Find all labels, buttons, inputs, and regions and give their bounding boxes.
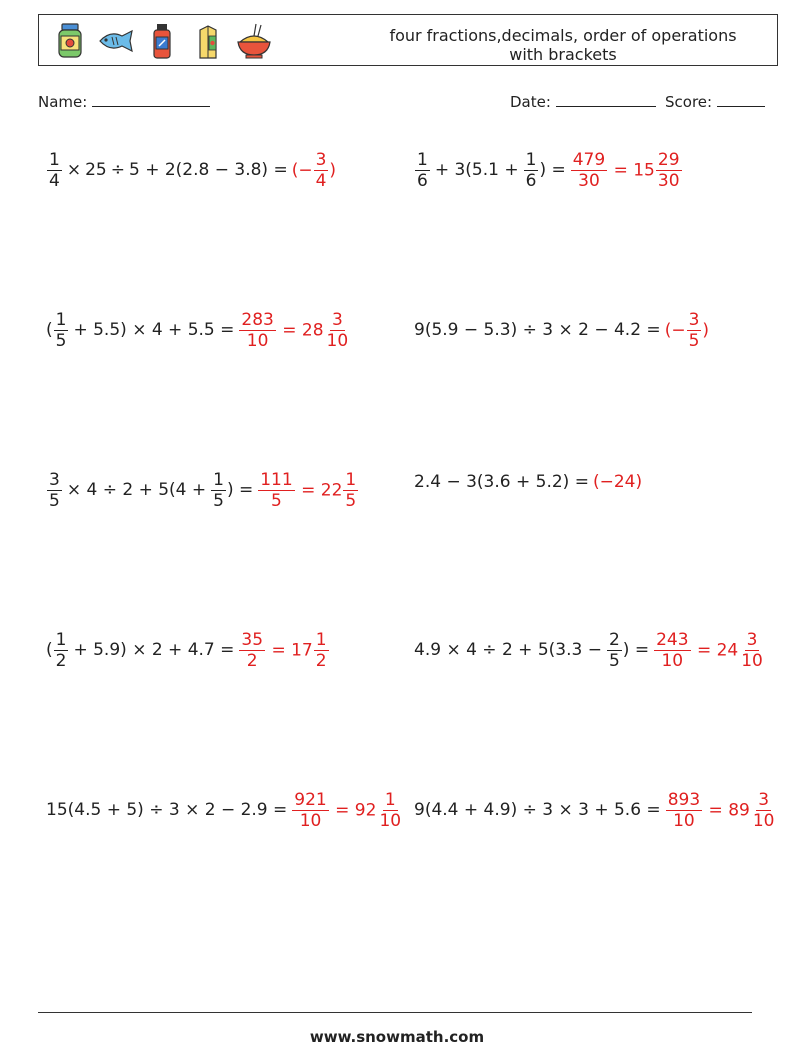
expr-part: + 5.9) × 2 + 4.7 = xyxy=(73,640,235,660)
fraction: $\frac{1}{5}$ xyxy=(213,469,224,511)
problem-5 xyxy=(46,460,359,520)
expr-part: ( xyxy=(46,320,53,340)
expr-part: + 5.5) × 4 + 5.5 = xyxy=(73,320,235,340)
problem-8 xyxy=(414,620,766,680)
name-label: Name: xyxy=(38,93,88,111)
expr-part: 9(4.4 + 4.9) ÷ 3 × 3 + 5.6 = xyxy=(414,800,661,820)
name-field xyxy=(38,93,210,111)
fraction: $\frac{2}{5}$ xyxy=(608,629,620,671)
name-blank[interactable] xyxy=(92,94,210,107)
worksheet-title xyxy=(363,26,763,64)
noodle-bowl-icon xyxy=(231,19,277,63)
problem-3 xyxy=(46,300,351,360)
fish-icon xyxy=(93,19,139,63)
score-label: Score: xyxy=(665,93,713,111)
fraction: $\frac{1}{4}$ xyxy=(49,149,60,191)
bottle-icon xyxy=(139,19,185,63)
header-icons xyxy=(47,19,277,63)
expr-part: × 4 ÷ 2 + 5(4 + xyxy=(66,480,207,500)
expr-part: 25 xyxy=(85,160,107,180)
answer: $\frac{479}{30}$ = 15 $\frac{29}{30}$ xyxy=(572,149,680,191)
problem-2 xyxy=(414,140,683,200)
expr-part: ) = xyxy=(539,160,566,180)
problem-9 xyxy=(46,780,404,840)
answer: $\frac{893}{10}$ = 89 $\frac{3}{10}$ xyxy=(667,789,775,831)
expr-part: + 3(5.1 + xyxy=(434,160,519,180)
answer: $\frac{243}{10}$ = 24 $\frac{3}{10}$ xyxy=(656,629,763,671)
expr-part: 5 + 2(2.8 − 3.8) = xyxy=(128,160,288,180)
title-line-2: with brackets xyxy=(509,45,617,64)
expr-part: 4.9 × 4 ÷ 2 + 5(3.3 − xyxy=(414,640,602,660)
problem-6 xyxy=(414,452,642,512)
expr-part: 15(4.5 + 5) ÷ 3 × 2 − 2.9 = xyxy=(46,800,288,820)
date-label: Date: xyxy=(510,93,551,111)
problem-4 xyxy=(414,300,709,360)
worksheet-header xyxy=(38,14,778,66)
title-line-1: four fractions,decimals, order of operations xyxy=(389,26,737,45)
fraction: $\frac{1}{2}$ xyxy=(55,629,67,671)
jar-icon xyxy=(47,19,93,63)
problem-7 xyxy=(46,620,330,680)
expr-part: 2.4 − 3(3.6 + 5.2) = xyxy=(414,472,589,492)
expr-part: ( xyxy=(46,640,53,660)
expr-part: ) = xyxy=(622,640,650,660)
footer-site-link[interactable]: www.snowmath.com xyxy=(309,1028,485,1046)
juice-box-icon xyxy=(185,19,231,63)
problem-1 xyxy=(46,140,336,200)
footer-divider xyxy=(38,1012,752,1013)
times-sign: × xyxy=(66,160,82,180)
expr-part: ) = xyxy=(226,480,254,500)
date-field xyxy=(510,93,656,111)
fraction: $\frac{3}{5}$ xyxy=(49,469,60,511)
answer: $\frac{921}{10}$ = 92 $\frac{1}{10}$ xyxy=(294,789,402,831)
date-blank[interactable] xyxy=(556,94,656,107)
fraction: $\frac{1}{6}$ xyxy=(417,149,428,191)
answer: $\frac{111}{5}$ = 22 $\frac{1}{5}$ xyxy=(260,469,357,511)
score-blank[interactable] xyxy=(717,94,765,107)
expr-part: 9(5.9 − 5.3) ÷ 3 × 2 − 4.2 = xyxy=(414,320,661,340)
answer: $\frac{283}{10}$ = 28 $\frac{3}{10}$ xyxy=(241,309,349,351)
answer: (− $\frac{3}{4}$ ) xyxy=(291,149,337,191)
problem-10 xyxy=(414,780,777,840)
answer: (−24) xyxy=(592,472,643,492)
score-field xyxy=(665,93,765,111)
divide-sign: ÷ xyxy=(110,160,125,180)
answer: $\frac{35}{2}$ = 17 $\frac{1}{2}$ xyxy=(241,629,327,671)
answer: (− $\frac{3}{5}$ ) xyxy=(664,309,710,351)
fraction: $\frac{1}{6}$ xyxy=(525,149,537,191)
fraction: $\frac{1}{5}$ xyxy=(55,309,67,351)
